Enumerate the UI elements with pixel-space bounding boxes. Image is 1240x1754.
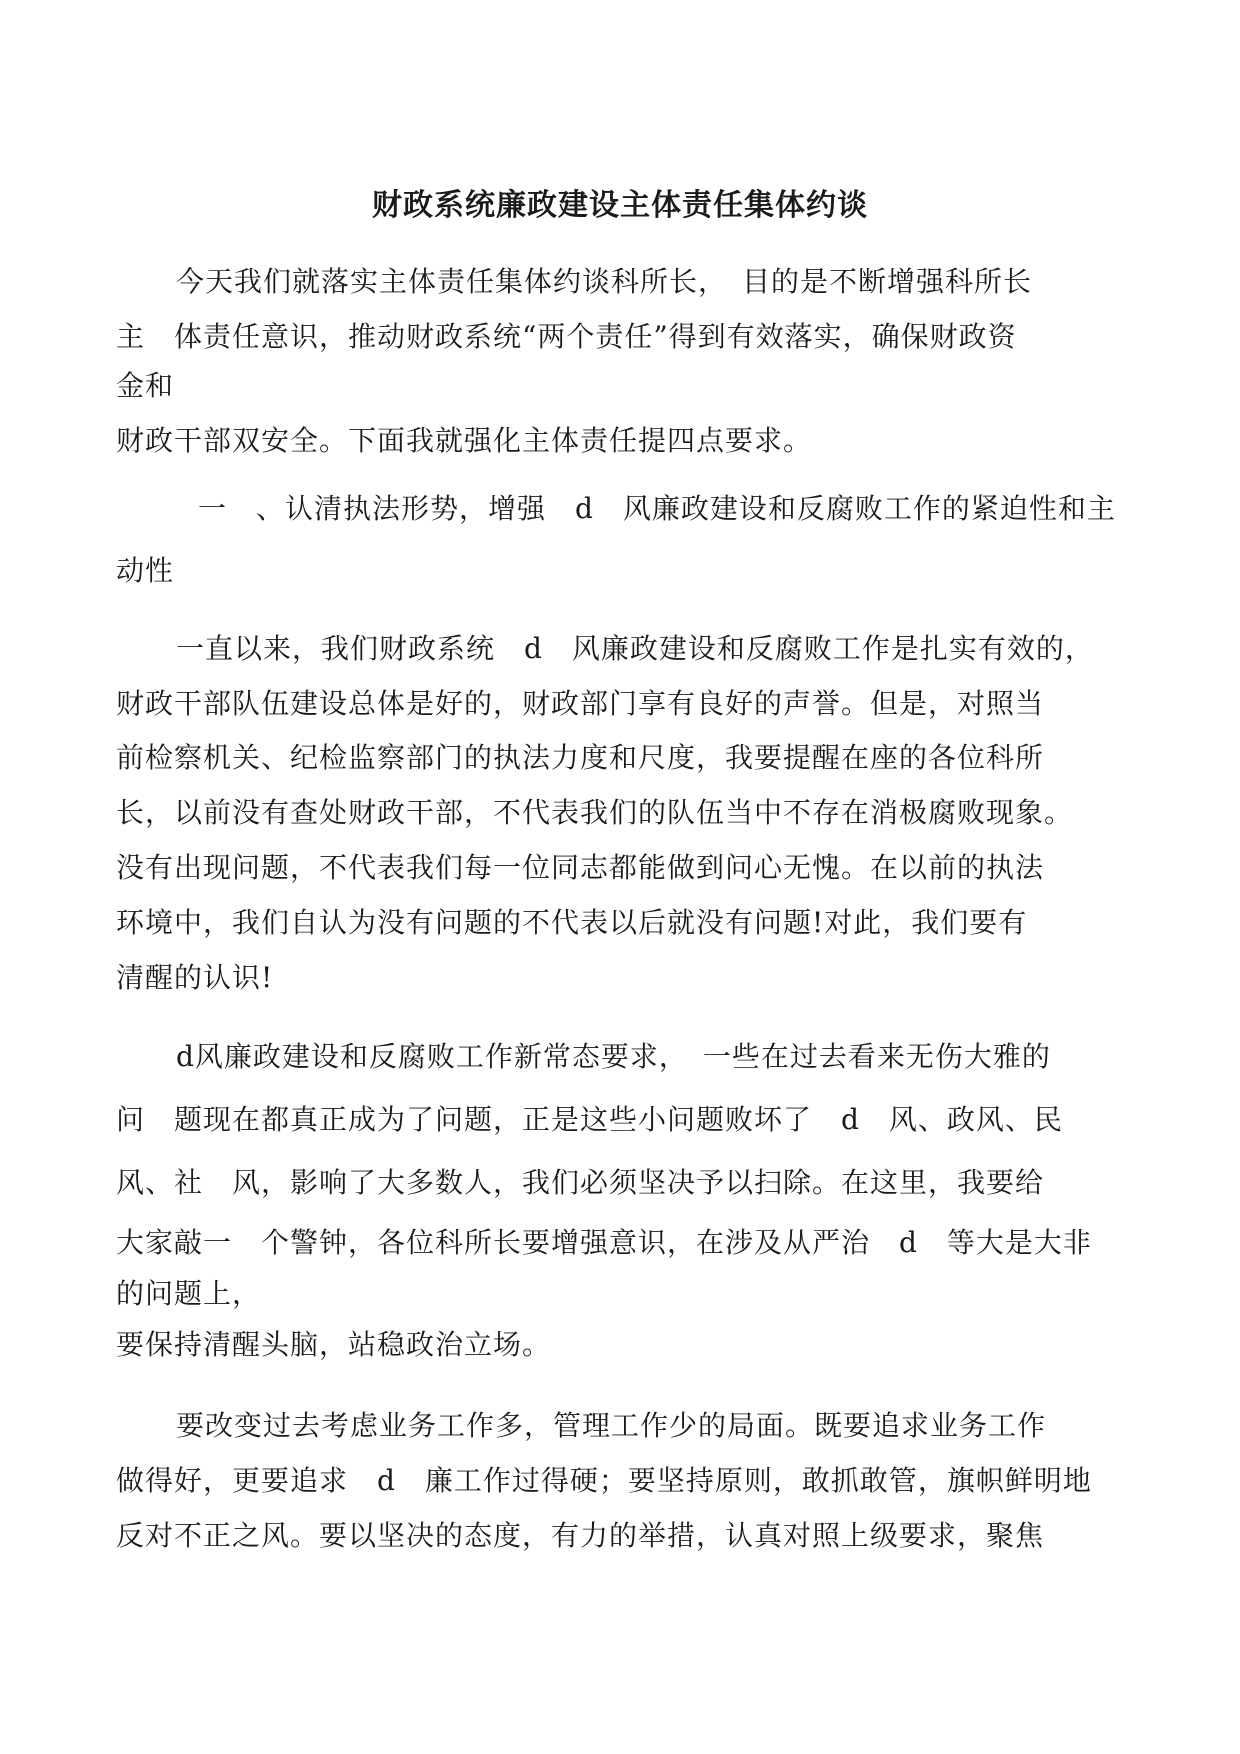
text-line: 的问题上，	[116, 1277, 262, 1310]
text-line: 财政干部双安全。下面我就强化主体责任提四点要求。	[116, 424, 813, 457]
document-title: 财政系统廉政建设主体责任集体约谈	[372, 188, 868, 223]
text-line: 主 体责任意识，推动财政系统“两个责任”得到有效落实，确保财政资	[116, 320, 1017, 353]
text-line: 要保持清醒头脑，站稳政治立场。	[116, 1328, 552, 1361]
text-line: 做得好，更要追求 d 廉工作过得硬；要坚持原则，敢抓敢管，旗帜鲜明地	[116, 1464, 1092, 1497]
text-line: 问 题现在都真正成为了问题，正是这些小问题败坏了 d 风、政风、民	[116, 1103, 1063, 1136]
section-heading: 一 、认清执法形势，增强 d 风廉政建设和反腐败工作的紧迫性和主	[198, 492, 1116, 525]
text-line: 财政干部队伍建设总体是好的，财政部门享有良好的声誉。但是，对照当	[116, 687, 1045, 720]
text-line: 今天我们就落实主体责任集体约谈科所长， 目的是不断增强科所长	[176, 265, 1033, 298]
text-line: 长，以前没有查处财政干部，不代表我们的队伍当中不存在消极腐败现象。	[116, 796, 1074, 829]
text-line: 金和	[116, 369, 175, 402]
text-line: 大家敲一 个警钟，各位科所长要增强意识，在涉及从严治 d 等大是大非	[116, 1226, 1092, 1259]
text-line: d风廉政建设和反腐败工作新常态要求， 一些在过去看来无伤大雅的	[176, 1040, 1051, 1073]
text-line: 前检察机关、纪检监察部门的执法力度和尺度，我要提醒在座的各位科所	[116, 741, 1045, 774]
text-line: 反对不正之风。要以坚决的态度，有力的举措，认真对照上级要求，聚焦	[116, 1519, 1045, 1552]
text-line: 清醒的认识!	[116, 961, 274, 994]
text-line: 风、社 风，影响了大多数人，我们必须坚决予以扫除。在这里，我要给	[116, 1166, 1045, 1199]
text-line: 环境中，我们自认为没有问题的不代表以后就没有问题!对此，我们要有	[116, 906, 1028, 939]
text-line: 要改变过去考虑业务工作多，管理工作少的局面。既要追求业务工作	[176, 1409, 1047, 1442]
section-heading: 动性	[116, 554, 175, 587]
text-line: 一直以来，我们财政系统 d 风廉政建设和反腐败工作是扎实有效的，	[176, 632, 1094, 665]
text-line: 没有出现问题，不代表我们每一位同志都能做到问心无愧。在以前的执法	[116, 851, 1045, 884]
